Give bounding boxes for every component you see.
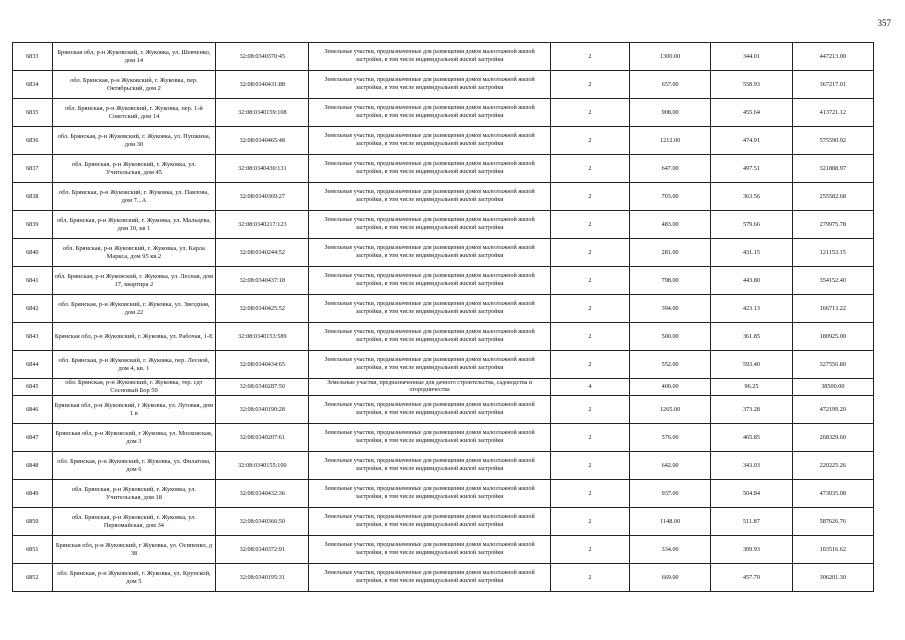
area-cell: 500.00 — [629, 323, 710, 351]
usage-group-cell: 2 — [550, 267, 629, 295]
unit-price-cell: 361.85 — [711, 323, 792, 351]
usage-group-cell: 2 — [550, 536, 629, 564]
address-cell: обл. Брянская, р-н Жуковский, г. Жуковка, пер. Лесной, дом 4, кв. 1 — [52, 351, 216, 379]
usage-group-cell: 2 — [550, 424, 629, 452]
address-cell: обл. Брянская, р-н Жуковский, г. Жуковка, ул. Учительская, дом 45 — [52, 155, 216, 183]
table-row — [13, 564, 874, 592]
cadastral-number-cell: 32:08:0340425:52 — [216, 295, 309, 323]
land-use-cell: Земельные участки, предназначенные для размещения домов малоэтажной жилой застройки, в том числе индивидуальной жилой застройки — [309, 43, 551, 71]
address-cell: обл. Брянская, р-н Жуковский, г. Жуковка, ул. Пушкина, дом 30 — [52, 127, 216, 155]
cadastral-number-cell: 32:08:0340431:88 — [216, 71, 309, 99]
row-number-cell: 6842 — [13, 295, 53, 323]
address-cell: обл. Брянская, р-н Жуковский, г. Жуковка, ул. Мальцева, дом 10, кв 1 — [52, 211, 216, 239]
cadastral-number-cell: 32:08:0340159:108 — [216, 99, 309, 127]
cadastral-number-cell: 32:08:0340287:50 — [216, 379, 309, 396]
table-row — [13, 536, 874, 564]
area-cell: 1300.00 — [629, 43, 710, 71]
area-cell: 400.00 — [629, 379, 710, 396]
cadastral-number-cell: 32:08:0340155:100 — [216, 452, 309, 480]
cadastral-cost-cell: 327556.80 — [792, 351, 873, 379]
address-cell: обл. Брянская, р-н Жуковский, г. Жуковка, тер. сдт Сосновый Бор 50 — [52, 379, 216, 396]
table-row — [13, 351, 874, 379]
address-cell: обл. Брянская, р-н Жуковский, г. Жуковка, ул. Павлова, дом 7...А — [52, 183, 216, 211]
address-cell: обл. Брянская, р-н Жуковский, г. Жуковка, ул. Крупской, дом 5 — [52, 564, 216, 592]
address-cell: обл. Брянская, р-н Жуковский, г. Жуковка, пер. Октябрьский, дом 2 — [52, 71, 216, 99]
cadastral-number-cell: 32:08:0340153:589 — [216, 323, 309, 351]
unit-price-cell: 423.13 — [711, 295, 792, 323]
row-number-cell: 6849 — [13, 480, 53, 508]
unit-price-cell: 363.56 — [711, 183, 792, 211]
address-cell: Брянская обл, р-н Жуковский, г Жуковка, ул. Луговая, дом 1 в — [52, 396, 216, 424]
unit-price-cell: 511.87 — [711, 508, 792, 536]
table-row — [13, 155, 874, 183]
cadastral-cost-cell: 472199.20 — [792, 396, 873, 424]
cadastral-number-cell: 32:08:0340430:131 — [216, 155, 309, 183]
address-cell: обл. Брянская, р-н Жуковский, г. Жуковка, ул. Звездная, дом 22 — [52, 295, 216, 323]
land-use-cell: Земельные участки, предназначенные для размещения домов малоэтажной жилой застройки, в том числе индивидуальной жилой застройки — [309, 99, 551, 127]
table-row — [13, 396, 874, 424]
cadastral-cost-cell: 575590.92 — [792, 127, 873, 155]
area-cell: 937.00 — [629, 480, 710, 508]
area-cell: 703.00 — [629, 183, 710, 211]
cadastral-number-cell: 32:08:0340190:28 — [216, 396, 309, 424]
cadastral-cost-cell: 166713.22 — [792, 295, 873, 323]
land-use-cell: Земельные участки, предназначенные для размещения домов малоэтажной жилой застройки, в том числе индивидуальной жилой застройки — [309, 295, 551, 323]
row-number-cell: 6835 — [13, 99, 53, 127]
area-cell: 1212.00 — [629, 127, 710, 155]
address-cell: Брянская обл, р-н Жуковский, г Жуковка, ул. Московская, дом 3 — [52, 424, 216, 452]
row-number-cell: 6833 — [13, 43, 53, 71]
cadastral-cost-cell: 279975.78 — [792, 211, 873, 239]
cadastral-number-cell: 32:08:0340369:27 — [216, 183, 309, 211]
table-row — [13, 508, 874, 536]
land-use-cell: Земельные участки, предназначенные для размещения домов малоэтажной жилой застройки, в том числе индивидуальной жилой застройки — [309, 127, 551, 155]
cadastral-number-cell: 32:08:0340370:45 — [216, 43, 309, 71]
cadastral-number-cell: 32:08:0340244:52 — [216, 239, 309, 267]
area-cell: 908.00 — [629, 99, 710, 127]
usage-group-cell: 2 — [550, 71, 629, 99]
area-cell: 483.00 — [629, 211, 710, 239]
area-cell: 669.00 — [629, 564, 710, 592]
cadastral-cost-cell: 447213.00 — [792, 43, 873, 71]
usage-group-cell: 2 — [550, 99, 629, 127]
usage-group-cell: 4 — [550, 379, 629, 396]
cadastral-number-cell: 32:08:0340434:65 — [216, 351, 309, 379]
unit-price-cell: 504.84 — [711, 480, 792, 508]
unit-price-cell: 593.40 — [711, 351, 792, 379]
area-cell: 552.00 — [629, 351, 710, 379]
row-number-cell: 6836 — [13, 127, 53, 155]
cadastral-number-cell: 32:08:0340372:91 — [216, 536, 309, 564]
land-use-cell: Земельные участки, предназначенные для размещения домов малоэтажной жилой застройки, в том числе индивидуальной жилой застройки — [309, 323, 551, 351]
row-number-cell: 6846 — [13, 396, 53, 424]
cadastral-number-cell: 32:08:0340217:123 — [216, 211, 309, 239]
land-use-cell: Земельные участки, предназначенные для размещения домов малоэтажной жилой застройки, в том числе индивидуальной жилой застройки — [309, 452, 551, 480]
address-cell: обл. Брянская, р-н Жуковский, г. Жуковка, ул. Филатова, дом 6 — [52, 452, 216, 480]
row-number-cell: 6845 — [13, 379, 53, 396]
unit-price-cell: 309.93 — [711, 536, 792, 564]
table-row — [13, 452, 874, 480]
row-number-cell: 6851 — [13, 536, 53, 564]
usage-group-cell: 2 — [550, 480, 629, 508]
usage-group-cell: 2 — [550, 396, 629, 424]
cadastral-cost-cell: 220225.26 — [792, 452, 873, 480]
cadastral-cost-cell: 38500.00 — [792, 379, 873, 396]
table-row — [13, 424, 874, 452]
area-cell: 576.00 — [629, 424, 710, 452]
usage-group-cell: 2 — [550, 323, 629, 351]
area-cell: 1148.00 — [629, 508, 710, 536]
usage-group-cell: 2 — [550, 295, 629, 323]
unit-price-cell: 343.03 — [711, 452, 792, 480]
cadastral-cost-cell: 268329.60 — [792, 424, 873, 452]
unit-price-cell: 474.91 — [711, 127, 792, 155]
usage-group-cell: 2 — [550, 127, 629, 155]
cadastral-number-cell: 32:08:0340432:36 — [216, 480, 309, 508]
cadastral-cost-cell: 413721.12 — [792, 99, 873, 127]
row-number-cell: 6839 — [13, 211, 53, 239]
cadastral-cost-cell: 587626.76 — [792, 508, 873, 536]
row-number-cell: 6834 — [13, 71, 53, 99]
address-cell: Брянская обл, р-н Жуковский, г. Жуковка, ул. Шевченко, дом 14 — [52, 43, 216, 71]
registry-body — [13, 43, 874, 592]
cadastral-cost-cell: 180925.00 — [792, 323, 873, 351]
land-use-cell: Земельные участки, предназначенные для дачного строительства, садоводства и огородничества — [309, 379, 551, 396]
cadastral-number-cell: 32:08:0340437:18 — [216, 267, 309, 295]
unit-price-cell: 344.01 — [711, 43, 792, 71]
usage-group-cell: 2 — [550, 564, 629, 592]
usage-group-cell: 2 — [550, 239, 629, 267]
cadastral-number-cell: 32:08:0340195:31 — [216, 564, 309, 592]
page-number: 357 — [877, 18, 891, 28]
table-row — [13, 43, 874, 71]
table-row — [13, 295, 874, 323]
usage-group-cell: 2 — [550, 211, 629, 239]
land-use-cell: Земельные участки, предназначенные для размещения домов малоэтажной жилой застройки, в том числе индивидуальной жилой застройки — [309, 396, 551, 424]
area-cell: 281.00 — [629, 239, 710, 267]
address-cell: обл. Брянская, р-н Жуковский, г. Жуковка, ул. Лесная, дом 17, квартира 2 — [52, 267, 216, 295]
table-row — [13, 71, 874, 99]
land-registry-table — [12, 42, 874, 592]
row-number-cell: 6852 — [13, 564, 53, 592]
land-use-cell: Земельные участки, предназначенные для размещения домов малоэтажной жилой застройки, в том числе индивидуальной жилой застройки — [309, 564, 551, 592]
usage-group-cell: 2 — [550, 183, 629, 211]
table-row — [13, 183, 874, 211]
unit-price-cell: 373.28 — [711, 396, 792, 424]
cadastral-cost-cell: 306201.30 — [792, 564, 873, 592]
land-use-cell: Земельные участки, предназначенные для размещения домов малоэтажной жилой застройки, в том числе индивидуальной жилой застройки — [309, 508, 551, 536]
table-row — [13, 267, 874, 295]
area-cell: 798.00 — [629, 267, 710, 295]
row-number-cell: 6837 — [13, 155, 53, 183]
row-number-cell: 6838 — [13, 183, 53, 211]
area-cell: 394.00 — [629, 295, 710, 323]
unit-price-cell: 96.25 — [711, 379, 792, 396]
row-number-cell: 6847 — [13, 424, 53, 452]
cadastral-cost-cell: 354152.40 — [792, 267, 873, 295]
cadastral-cost-cell: 321888.97 — [792, 155, 873, 183]
usage-group-cell: 2 — [550, 452, 629, 480]
land-use-cell: Земельные участки, предназначенные для размещения домов малоэтажной жилой застройки, в том числе индивидуальной жилой застройки — [309, 239, 551, 267]
table-row — [13, 480, 874, 508]
usage-group-cell: 2 — [550, 508, 629, 536]
cadastral-cost-cell: 103516.62 — [792, 536, 873, 564]
table-row — [13, 99, 874, 127]
address-cell: обл. Брянская, р-н Жуковский, г. Жуковка, ул. Карла Маркса, дом 95 кв.2 — [52, 239, 216, 267]
table-row — [13, 127, 874, 155]
land-use-cell: Земельные участки, предназначенные для размещения домов малоэтажной жилой застройки, в том числе индивидуальной жилой застройки — [309, 480, 551, 508]
unit-price-cell: 457.70 — [711, 564, 792, 592]
unit-price-cell: 431.15 — [711, 239, 792, 267]
cadastral-cost-cell: 255582.68 — [792, 183, 873, 211]
area-cell: 657.00 — [629, 71, 710, 99]
address-cell: обл. Брянская, р-н Жуковский, г. Жуковка, ул. Учительская, дом 18 — [52, 480, 216, 508]
usage-group-cell: 2 — [550, 155, 629, 183]
usage-group-cell: 2 — [550, 43, 629, 71]
table-row — [13, 379, 874, 396]
land-use-cell: Земельные участки, предназначенные для размещения домов малоэтажной жилой застройки, в том числе индивидуальной жилой застройки — [309, 267, 551, 295]
unit-price-cell: 497.51 — [711, 155, 792, 183]
area-cell: 1265.00 — [629, 396, 710, 424]
area-cell: 647.00 — [629, 155, 710, 183]
land-use-cell: Земельные участки, предназначенные для размещения домов малоэтажной жилой застройки, в том числе индивидуальной жилой застройки — [309, 424, 551, 452]
cadastral-cost-cell: 121153.15 — [792, 239, 873, 267]
land-use-cell: Земельные участки, предназначенные для размещения домов малоэтажной жилой застройки, в том числе индивидуальной жилой застройки — [309, 211, 551, 239]
unit-price-cell: 465.85 — [711, 424, 792, 452]
land-use-cell: Земельные участки, предназначенные для размещения домов малоэтажной жилой застройки, в том числе индивидуальной жилой застройки — [309, 71, 551, 99]
address-cell: обл. Брянская, р-н Жуковский, г. Жуковка, ул. Первомайская, дом 34 — [52, 508, 216, 536]
row-number-cell: 6841 — [13, 267, 53, 295]
unit-price-cell: 443.80 — [711, 267, 792, 295]
table-row — [13, 211, 874, 239]
cadastral-number-cell: 32:08:0340366:50 — [216, 508, 309, 536]
cadastral-cost-cell: 367217.01 — [792, 71, 873, 99]
unit-price-cell: 455.64 — [711, 99, 792, 127]
unit-price-cell: 558.93 — [711, 71, 792, 99]
row-number-cell: 6843 — [13, 323, 53, 351]
row-number-cell: 6840 — [13, 239, 53, 267]
land-use-cell: Земельные участки, предназначенные для размещения домов малоэтажной жилой застройки, в том числе индивидуальной жилой застройки — [309, 155, 551, 183]
land-use-cell: Земельные участки, предназначенные для размещения домов малоэтажной жилой застройки, в том числе индивидуальной жилой застройки — [309, 351, 551, 379]
table-row — [13, 239, 874, 267]
row-number-cell: 6850 — [13, 508, 53, 536]
address-cell: Брянская обл, р-н Жуковский, г Жуковка, ул. Осипенко, д 38 — [52, 536, 216, 564]
cadastral-number-cell: 32:08:0340465:48 — [216, 127, 309, 155]
unit-price-cell: 579.66 — [711, 211, 792, 239]
usage-group-cell: 2 — [550, 351, 629, 379]
cadastral-number-cell: 32:08:0340207:61 — [216, 424, 309, 452]
land-use-cell: Земельные участки, предназначенные для размещения домов малоэтажной жилой застройки, в том числе индивидуальной жилой застройки — [309, 183, 551, 211]
area-cell: 334.00 — [629, 536, 710, 564]
row-number-cell: 6848 — [13, 452, 53, 480]
cadastral-cost-cell: 473035.08 — [792, 480, 873, 508]
land-use-cell: Земельные участки, предназначенные для размещения домов малоэтажной жилой застройки, в том числе индивидуальной жилой застройки — [309, 536, 551, 564]
area-cell: 642.00 — [629, 452, 710, 480]
address-cell: Брянская обл, р-н Жуковский, г. Жуковка, ул. Рабочая, 1-Е — [52, 323, 216, 351]
row-number-cell: 6844 — [13, 351, 53, 379]
address-cell: обл. Брянская, р-н Жуковский, г. Жуковка, пер. 1-й Советский, дом 14 — [52, 99, 216, 127]
table-row — [13, 323, 874, 351]
